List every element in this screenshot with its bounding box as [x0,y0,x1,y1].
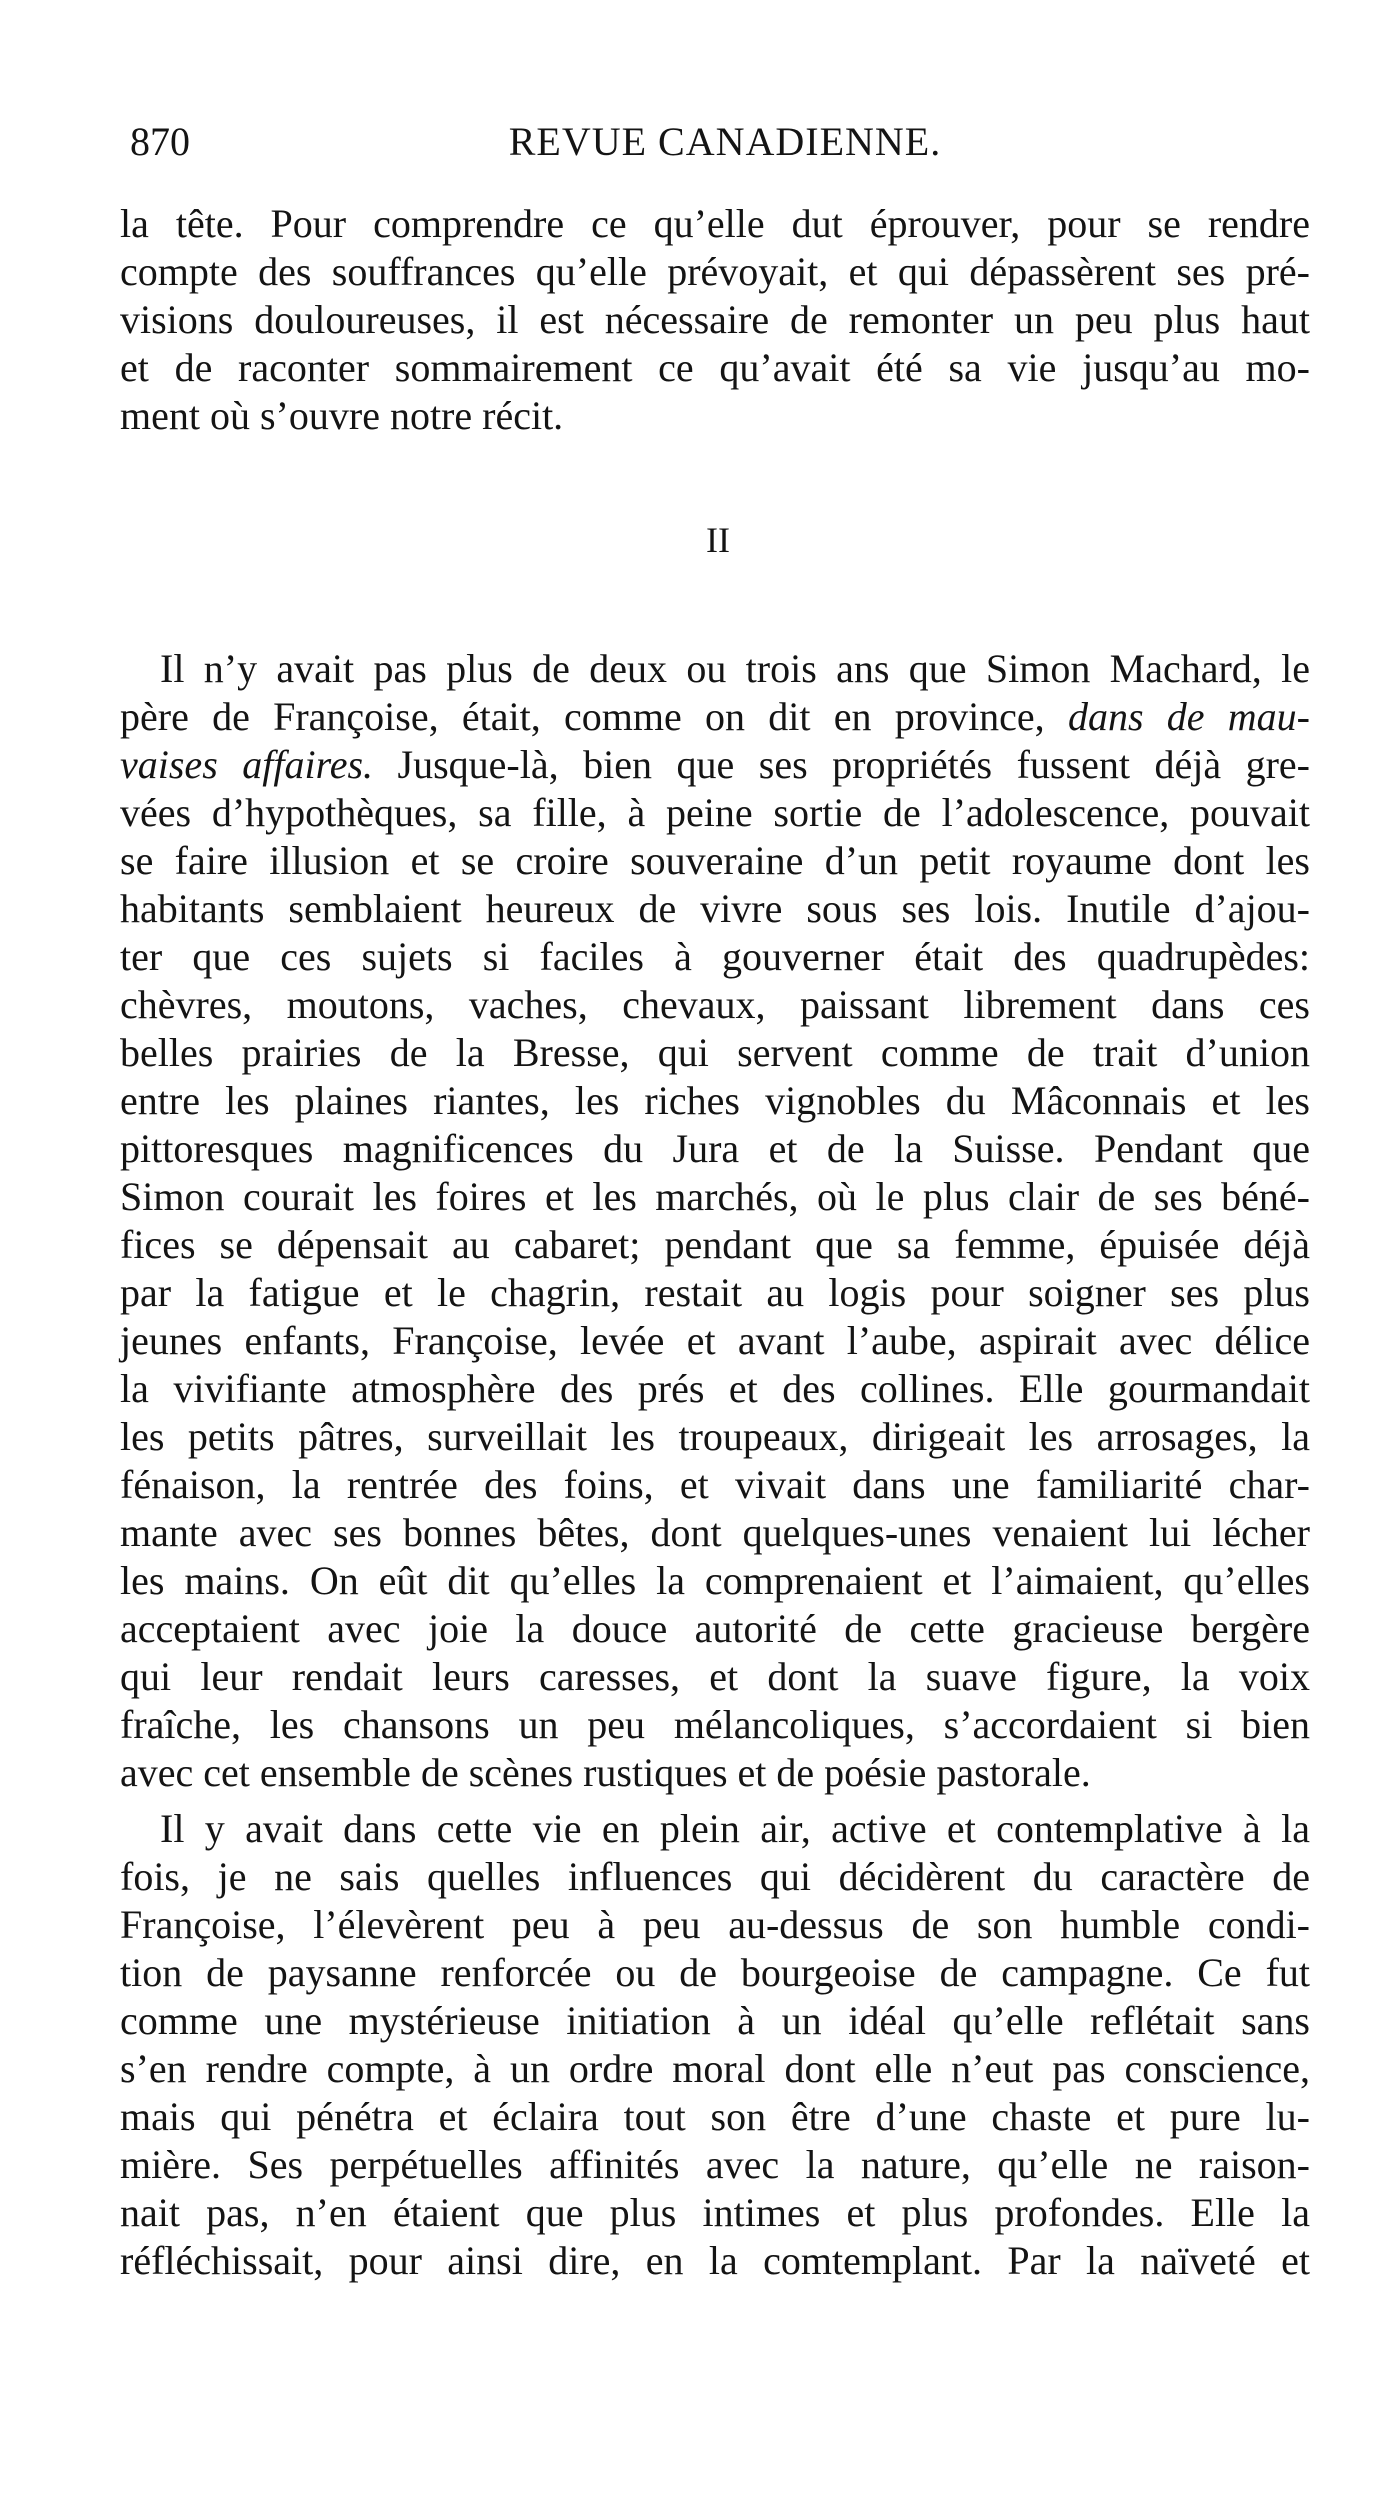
text-line: fraîche, les chansons un peu mélancoliques, s’accordaient si bien [120,1702,1310,1747]
text-line: Il n’y avait pas plus de deux ou trois ans que Simon Machard, le [160,646,1310,691]
text-line: la vivifiante atmosphère des prés et des collines. Elle gourmandait [120,1366,1310,1411]
text-line: comme une mystérieuse initiation à un idéal qu’elle reflétait sans [120,1998,1310,2043]
text-line: habitants semblaient heureux de vivre sous ses lois. Inutile d’ajou- [120,886,1310,931]
text-line: belles prairies de la Bresse, qui servent comme de trait d’union [120,1030,1310,1075]
text-line: les mains. On eût dit qu’elles la comprenaient et l’aimaient, qu’elles [120,1558,1310,1603]
paragraph-2 [120,1805,1310,2285]
text-line: Il y avait dans cette vie en plein air, active et contemplative à la [160,1806,1310,1851]
running-head: REVUE CANADIENNE. [508,119,942,164]
paragraph-1 [120,645,1310,1797]
text-line: réfléchissait, pour ainsi dire, en la comtemplant. Par la naïveté et [120,2238,1310,2283]
text-line: se faire illusion et se croire souveraine d’un petit royaume dont les [120,838,1310,883]
text-line: acceptaient avec joie la douce autorité de cette gracieuse bergère [120,1606,1310,1651]
text-line: entre les plaines riantes, les riches vignobles du Mâconnais et les [120,1078,1310,1123]
text-line: visions douloureuses, il est nécessaire de remonter un peu plus haut [120,297,1310,342]
text-line: Simon courait les foires et les marchés, où le plus clair de ses béné- [120,1174,1310,1219]
text-line: nait pas, n’en étaient que plus intimes et plus profondes. Elle la [120,2190,1310,2235]
text-line: les petits pâtres, surveillait les troupeaux, dirigeait les arrosages, la [120,1414,1310,1459]
page-header [130,112,1320,172]
page-number: 870 [130,119,190,164]
continuation-paragraph [120,200,1310,440]
text-line [120,741,1310,789]
text-line: tion de paysanne renforcée ou de bourgeoise de campagne. Ce fut [120,1950,1310,1995]
text-line: compte des souffrances qu’elle prévoyait, et qui dépassèrent ses pré- [120,249,1310,294]
text-line: fices se dépensait au cabaret; pendant que sa femme, épuisée déjà [120,1222,1310,1267]
text-line: mais qui pénétra et éclaira tout son être d’une chaste et pure lu- [120,2094,1310,2139]
text-line: mière. Ses perpétuelles affinités avec la nature, qu’elle ne raison- [120,2142,1310,2187]
text-line: la tête. Pour comprendre ce qu’elle dut éprouver, pour se rendre [120,201,1310,246]
italic-phrase: dans de mau- [1067,694,1311,739]
text-line: vées d’hypothèques, sa fille, à peine sortie de l’adolescence, pouvait [120,790,1310,835]
text-line: par la fatigue et le chagrin, restait au logis pour soigner ses plus [120,1270,1310,1315]
text-line: chèvres, moutons, vaches, chevaux, paissant librement dans ces [120,982,1310,1027]
text-line: Françoise, l’élevèrent peu à peu au-dessus de son humble condi- [120,1902,1310,1947]
text-line: fénaison, la rentrée des foins, et vivait dans une familiarité char- [120,1462,1310,1507]
text-line: jeunes enfants, Françoise, levée et avant l’aube, aspirait avec délice [120,1318,1310,1363]
text-line: qui leur rendait leurs caresses, et dont la suave figure, la voix [120,1654,1310,1699]
text-line: mante avec ses bonnes bêtes, dont quelques-unes venaient lui lécher [120,1510,1310,1555]
text-line: pittoresques magnificences du Jura et de la Suisse. Pendant que [120,1126,1310,1171]
text-segment: père de Françoise, était, comme on dit en province, [120,694,1068,739]
text-line: avec cet ensemble de scènes rustiques et de poésie pastorale. [120,1750,1091,1795]
section-number: II [706,520,730,560]
text-line [120,693,1310,741]
text-line: ter que ces sujets si faciles à gouverner était des quadrupèdes: [120,934,1310,979]
text-line: ment où s’ouvre notre récit. [120,393,564,438]
text-line: s’en rendre compte, à un ordre moral dont elle n’eut pas conscience, [120,2046,1310,2091]
text-line: et de raconter sommairement ce qu’avait été sa vie jusqu’au mo- [120,345,1310,390]
text-segment: Jusque-là, bien que ses propriétés fussent déjà gre- [373,742,1310,787]
italic-phrase: vaises affaires. [120,742,374,787]
text-line: fois, je ne sais quelles influences qui décidèrent du caractère de [120,1854,1310,1899]
